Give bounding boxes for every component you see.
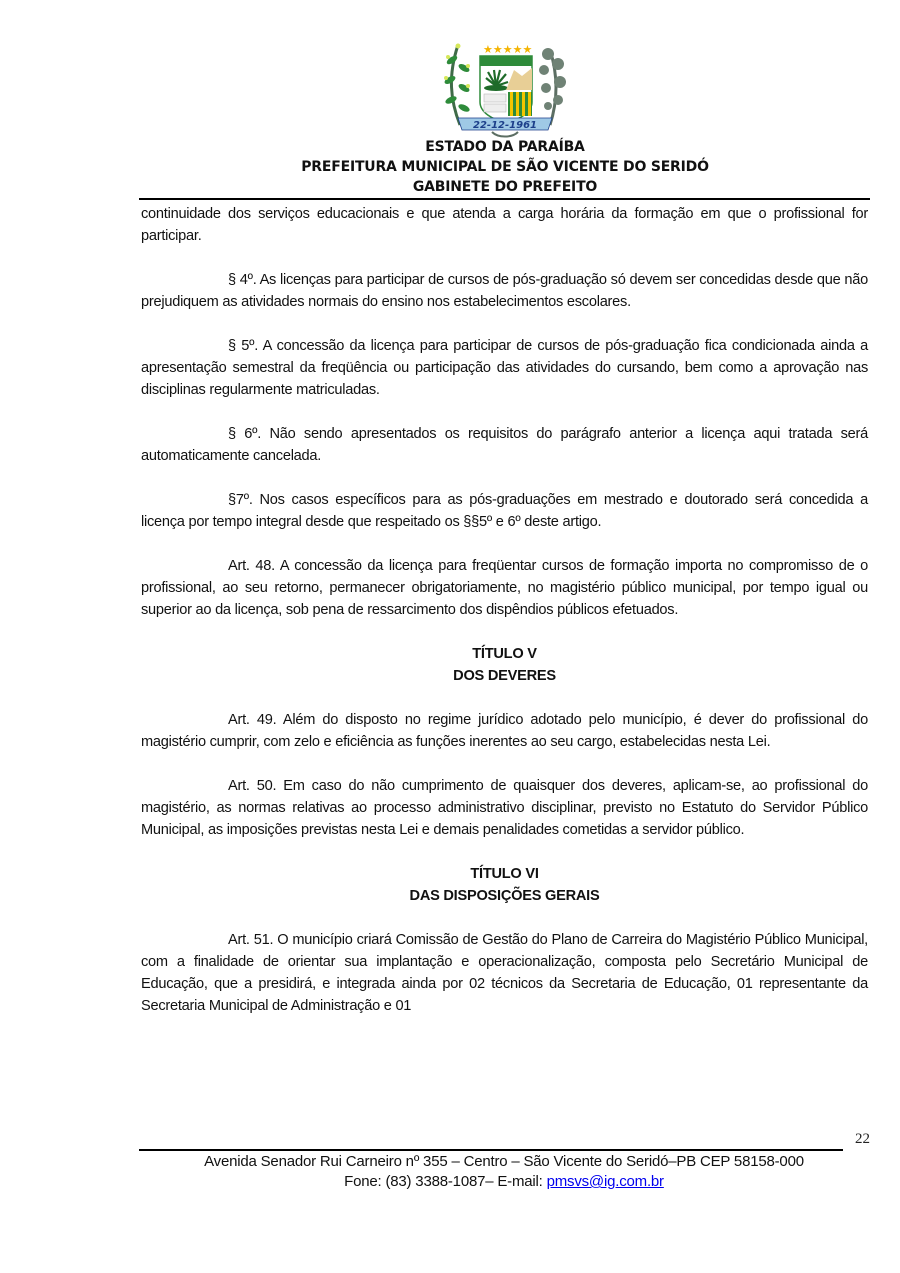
- paragraph-art50: Art. 50. Em caso do não cumprimento de quaisquer dos deveres, aplicam-se, ao profissional do magistério, as normas relativas ao processo administrativo disciplinar, previsto no Estatuto do Servidor Público Municipal, as imposições previstas nesta Lei e demais penalidades cometidas a servidor público.: [141, 778, 868, 838]
- footer-phone: Fone: (83) 3388-1087– E-mail:: [344, 1173, 547, 1190]
- paragraph-art51: Art. 51. O município criará Comissão de Gestão do Plano de Carreira do Magistério Público Municipal, com a finalidade de orientar sua implantação e operacionalização, composta pelo Secretário Municipal de Educação, que a presidirá, e integrada ainda por 02 técnicos da Secretaria de Educação, 01 representante da Secretaria Municipal de Administração e 01: [141, 932, 868, 1014]
- section-title-vi: [141, 863, 868, 907]
- footer-divider: [139, 1149, 843, 1151]
- title-number: TÍTULO VI: [470, 866, 539, 882]
- document-body: [141, 203, 868, 1039]
- paragraph-continuation: continuidade dos serviços educacionais e que atenda a carga horária da formação em que o profissional for participar.: [141, 206, 868, 244]
- paragraph-art49: Art. 49. Além do disposto no regime jurídico adotado pelo município, é dever do profissional do magistério cumprir, com zelo e eficiência as funções inerentes ao seu cargo, estabelecidas nesta Lei.: [141, 712, 868, 750]
- title-name: DOS DEVERES: [453, 668, 556, 684]
- header-prefecture: PREFEITURA MUNICIPAL DE SÃO VICENTE DO SERIDÓ: [301, 159, 709, 175]
- paragraph-par6: § 6º. Não sendo apresentados os requisitos do parágrafo anterior a licença aqui tratada será automaticamente cancelada.: [141, 426, 868, 464]
- title-name: DAS DISPOSIÇÕES GERAIS: [409, 888, 600, 904]
- paragraph-par4: § 4º. As licenças para participar de cursos de pós-graduação só devem ser concedidas desde que não prejudiquem as atividades normais do ensino nos estabelecimentos escolares.: [141, 272, 868, 310]
- paragraph-par7: §7º. Nos casos específicos para as pós-graduações em mestrado e doutorado será concedida a licença por tempo integral desde que respeitado os §§5º e 6º deste artigo.: [141, 492, 868, 530]
- paragraph-art48: Art. 48. A concessão da licença para freqüentar cursos de formação importa no compromisso de o profissional, ao seu retorno, permanecer obrigatoriamente, no magistério público municipal, por tempo igual ou superior ao da licença, sob pena de ressarcimento dos dispêndios públicos efetuados.: [141, 558, 868, 618]
- footer-contact: [139, 1173, 869, 1190]
- header-state: ESTADO DA PARAÍBA: [425, 139, 585, 155]
- paragraph-par5: § 5º. A concessão da licença para participar de cursos de pós-graduação fica condicionada ainda a apresentação semestral da freqüência ou participação das atividades do cursando, bem como a aprovação nas disciplinas regularmente matriculadas.: [141, 338, 868, 398]
- title-number: TÍTULO V: [472, 646, 537, 662]
- header-divider: [139, 198, 870, 200]
- email-link[interactable]: pmsvs@ig.com.br: [546, 1173, 664, 1190]
- coat-of-arms-icon: [440, 40, 570, 140]
- section-title-v: [141, 643, 868, 687]
- svg-text:22-12-1961: 22-12-1961: [473, 120, 537, 131]
- svg-text:★★★★★: ★★★★★: [483, 43, 533, 56]
- page-number: 22: [855, 1131, 870, 1147]
- header-office: GABINETE DO PREFEITO: [412, 179, 598, 195]
- footer-address: Avenida Senador Rui Carneiro nº 355 – Centro – São Vicente do Seridó–PB CEP 58158-000: [204, 1153, 804, 1170]
